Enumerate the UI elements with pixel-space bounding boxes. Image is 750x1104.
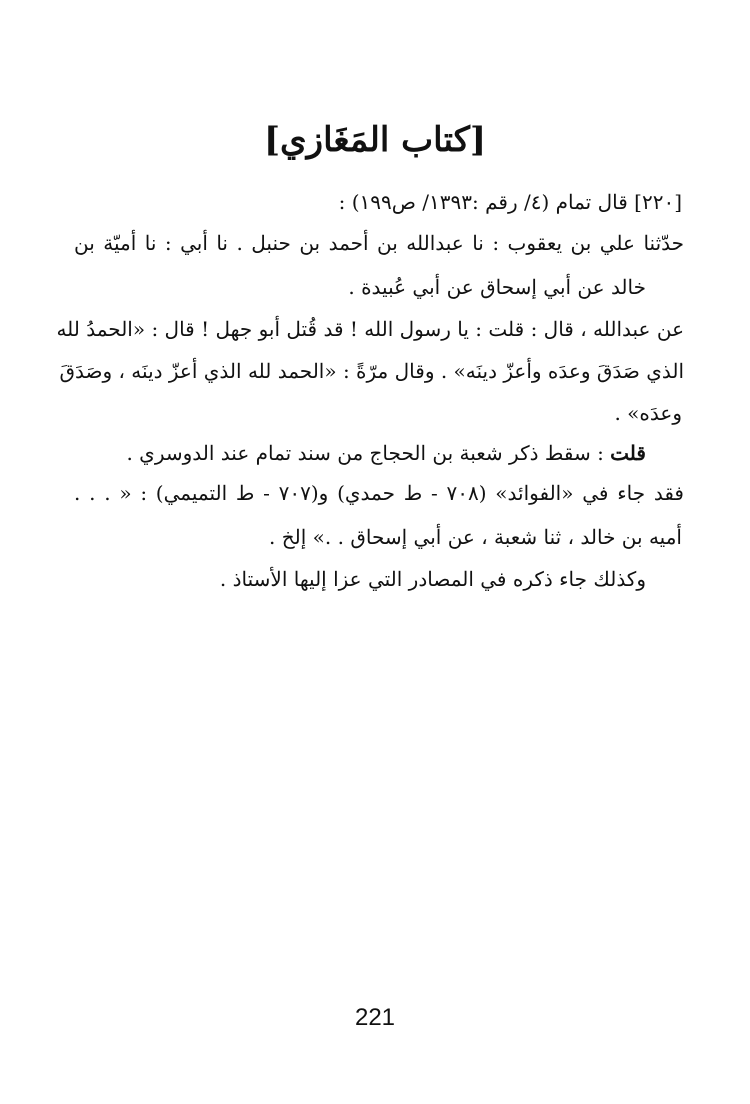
isnad-line: خالد عن أبي إسحاق عن أبي عُبيدة . (348, 275, 646, 299)
note-line: أميه بن خالد ، ثنا شعبة ، عن أبي إسحاق . .» إلخ . (269, 525, 682, 549)
note-line: وكذلك جاء ذكره في المصادر التي عزا إليها الأستاذ . (219, 567, 646, 591)
matn-line: الذي صَدَقَ وعدَه وأعزّ دينَه» . وقال مرّةً : «الحمد لله الذي أعزّ دينَه ، وصَدَقَ (59, 359, 684, 383)
note-text: : سقط ذكر شعبة بن الحجاج من سند تمام عند الدوسري . (126, 441, 604, 465)
matn-line: وعدَه» . (614, 401, 682, 425)
hadith-header: [٢٢٠] قال تمام (٤/ رقم :١٣٩٣/ ص١٩٩) : (338, 190, 682, 214)
note-label: قلت (610, 441, 646, 465)
matn-line: عن عبدالله ، قال : قلت : يا رسول الله ! قد قُتل أبو جهل ! قال : «الحمدُ لله (56, 317, 684, 341)
page-number: 221 (354, 1004, 396, 1031)
note-line (126, 438, 646, 468)
isnad-line: حدّثنا علي بن يعقوب : نا عبدالله بن أحمد بن حنبل . نا أبي : نا أميّة بن (74, 231, 684, 255)
note-line: فقد جاء في «الفوائد» (٧٠٨ - ط حمدي) و(٧٠٧ - ط التميمي) : « . . . (74, 481, 684, 505)
chapter-title: [كتاب المَغَازي] (263, 120, 487, 160)
